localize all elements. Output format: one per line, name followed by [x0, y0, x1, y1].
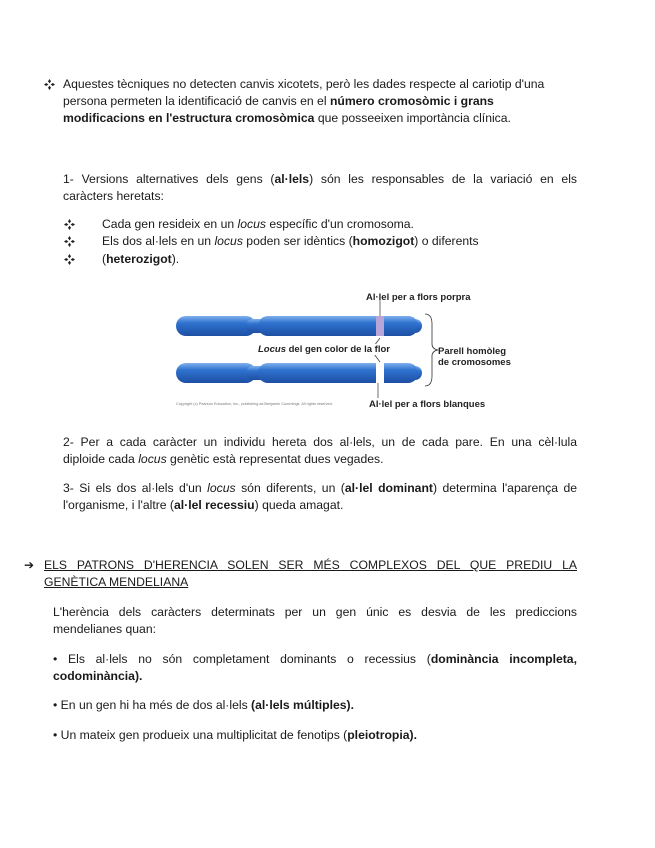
intro-line-3: modificacions en l'estructura cromosòmica que posseeixen importància clínica.	[63, 111, 511, 125]
para-line-2: mendelianes quan:	[53, 622, 156, 636]
para-line-1: L'herència dels caràcters determinats per un gen únic es desvia de les prediccions	[53, 605, 577, 619]
point3-line-1: 3- Si els dos al·lels d'un locus són diferents, un (al·lel dominant) determina l'aparença de	[63, 481, 578, 495]
label-purple-allele: Al·lel per a flors porpra	[366, 292, 471, 303]
point1-line-1: 1- Versions alternatives dels gens (al·lels) són les responsables de la variació en els	[63, 172, 578, 186]
sub-bullet-3: (heterozigot).	[102, 252, 180, 266]
point2-line-1: 2- Per a cada caràcter un individu hereta dos al·lels, un de cada pare. En una cèl·lula	[63, 435, 577, 449]
point2-line-2: diploide cada locus genètic està representat dues vegades.	[63, 452, 384, 466]
sub-bullet-1: Cada gen resideix en un locus específic d'un cromosoma.	[102, 217, 414, 231]
white-allele-band	[376, 363, 384, 383]
diamond-bullet-icon	[64, 254, 75, 265]
sub-bullet-2: Els dos al·lels en un locus poden ser idèntics (homozigot) o diferents	[102, 234, 479, 248]
point1-line-2: caràcters heretats:	[63, 189, 164, 203]
diamond-bullet-icon	[44, 79, 55, 90]
dot-bullet-3: • Un mateix gen produeix una multiplicitat de fenotips (pleiotropia).	[53, 728, 417, 742]
label-white-allele: Al·lel per a flors blanques	[369, 399, 486, 410]
locus-leader-down	[374, 354, 380, 362]
dot-bullet-1-line-2: codominància).	[53, 669, 143, 683]
point3-line-2: l'organisme, i l'altre (al·lel recessiu) queda amagat.	[63, 498, 344, 512]
section-heading-line-1: ELS PATRONS D'HERENCIA SOLEN SER MÉS COMPLEXOS DEL QUE PREDIU LA	[44, 558, 577, 572]
section-heading-line-2: GENÈTICA MENDELIANA	[44, 575, 189, 589]
label-locus: Locus del gen color de la flor	[258, 344, 390, 355]
dot-bullet-2: • En un gen hi ha més de dos al·lels (al·lels múltiples).	[53, 698, 354, 712]
intro-line-2: persona permeten la identificació de canvis en el número cromosòmic i grans	[63, 94, 494, 108]
figure-copyright: Copyright (c) Pearson Education, Inc., publishing as Benjamin Cummings. All rights reserved.	[176, 402, 333, 406]
pair-bracket	[425, 314, 438, 386]
chromosome-bottom	[176, 363, 422, 383]
label-homologous-pair: Parell homòleg de cromosomes	[438, 346, 511, 368]
right-arrow-icon: ➔	[24, 558, 35, 572]
intro-line-1: Aquestes tècniques no detecten canvis xicotets, però les dades respecte al cariotip d'una	[63, 77, 545, 91]
chromosome-top	[176, 316, 422, 336]
diamond-bullet-icon	[64, 219, 75, 230]
dot-bullet-1-line-1: • Els al·lels no són completament dominants o recessius (dominància incompleta,	[53, 652, 577, 666]
purple-allele-band	[376, 316, 384, 336]
diamond-bullet-icon	[64, 236, 75, 247]
